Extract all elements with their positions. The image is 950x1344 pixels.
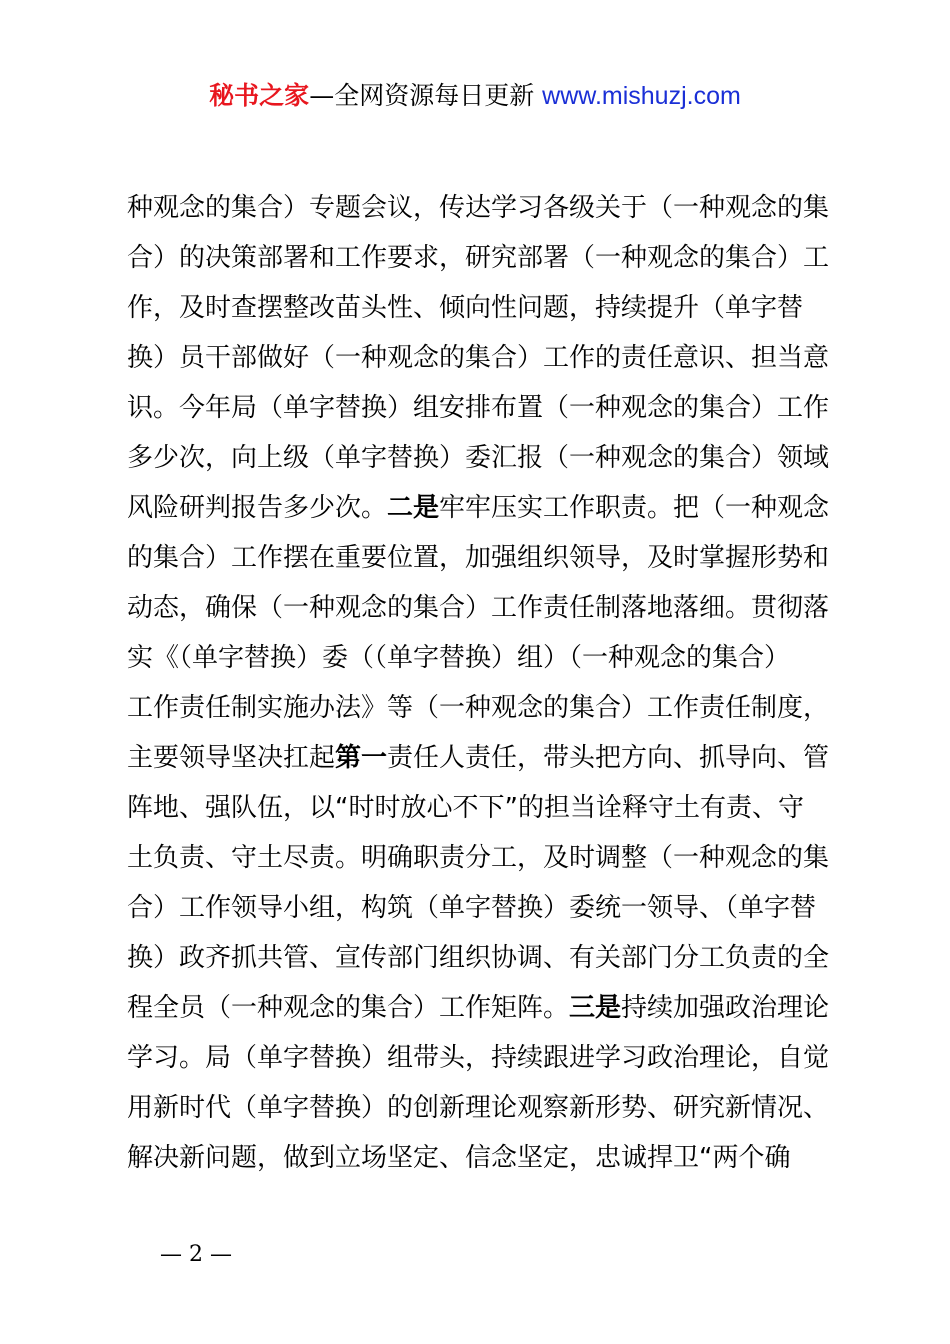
text-segment: 作，及时查摆整改苗头性、倾向性问题，持续提升（单字替 [127, 293, 804, 323]
text-segment: 用新时代（单字替换）的创新理论观察新形势、研究新情况、 [127, 1093, 830, 1123]
text-segment: 种观念的集合）专题会议，传达学习各级关于（一种观念的集 [127, 193, 830, 223]
text-segment: 牢牢压实工作职责。把（一种观念 [439, 493, 830, 523]
text-segment: 换）员干部做好（一种观念的集合）工作的责任意识、担当意 [127, 343, 830, 373]
bold-text-segment: 第一 [335, 743, 388, 773]
text-segment: 解决新问题，做到立场坚定、信念坚定，忠诚捍卫“两个确 [127, 1143, 791, 1173]
page-number: — 2 — [160, 1242, 232, 1267]
text-segment: 合）工作领导小组，构筑（单字替换）委统一领导、（单字替 [127, 893, 817, 923]
text-segment: 主要领导坚决扛起 [127, 743, 336, 773]
text-line [127, 983, 837, 1033]
text-segment: 动态，确保（一种观念的集合）工作责任制落地落细。贯彻落 [127, 593, 830, 623]
text-line [127, 383, 837, 433]
text-segment: 工作责任制实施办法》等（一种观念的集合）工作责任制度， [127, 693, 830, 723]
bold-text-segment: 三是 [569, 993, 622, 1023]
text-line [127, 633, 837, 683]
text-segment: 换）政齐抓共管、宣传部门组织协调、有关部门分工负责的全 [127, 943, 830, 973]
text-segment: 学习。局（单字替换）组带头，持续跟进学习政治理论，自觉 [127, 1043, 830, 1073]
text-line [127, 733, 837, 783]
text-line [127, 283, 837, 333]
text-line [127, 333, 837, 383]
text-segment: 多少次，向上级（单字替换）委汇报（一种观念的集合）领域 [127, 443, 830, 473]
bold-text-segment: 二是 [387, 493, 440, 523]
text-line [127, 783, 837, 833]
text-segment: 阵地、强队伍，以“时时放心不下”的担当诠释守土有责、守 [127, 793, 804, 823]
site-brand-name: 秘书之家 [209, 81, 310, 110]
text-segment: 持续加强政治理论 [621, 993, 830, 1023]
text-line [127, 683, 837, 733]
text-segment: 实《（单字替换）委（（单字替换）组）（一种观念的集合） [127, 643, 791, 673]
text-line [127, 233, 837, 283]
text-segment: 合）的决策部署和工作要求，研究部署（一种观念的集合）工 [127, 243, 830, 273]
text-line [127, 833, 837, 883]
text-segment: 的集合）工作摆在重要位置，加强组织领导，及时掌握形势和 [127, 543, 830, 573]
text-segment: 程全员（一种观念的集合）工作矩阵。 [127, 993, 570, 1023]
document-body [127, 183, 837, 1183]
site-tagline: —全网资源每日更新 [309, 81, 535, 110]
text-line [127, 433, 837, 483]
text-line [127, 1033, 837, 1083]
text-line [127, 583, 837, 633]
site-header-banner [0, 78, 950, 114]
text-segment: 责任人责任，带头把方向、抓导向、管 [387, 743, 830, 773]
text-line [127, 183, 837, 233]
text-segment: 风险研判报告多少次。 [127, 493, 388, 523]
text-segment: 土负责、守土尽责。明确职责分工，及时调整（一种观念的集 [127, 843, 830, 873]
text-line [127, 1083, 837, 1133]
text-line [127, 1133, 837, 1183]
text-line [127, 533, 837, 583]
text-line [127, 883, 837, 933]
text-line [127, 933, 837, 983]
site-url-link[interactable]: www.mishuzj.com [542, 82, 741, 110]
text-line [127, 483, 837, 533]
text-segment: 识。今年局（单字替换）组安排布置（一种观念的集合）工作 [127, 393, 830, 423]
